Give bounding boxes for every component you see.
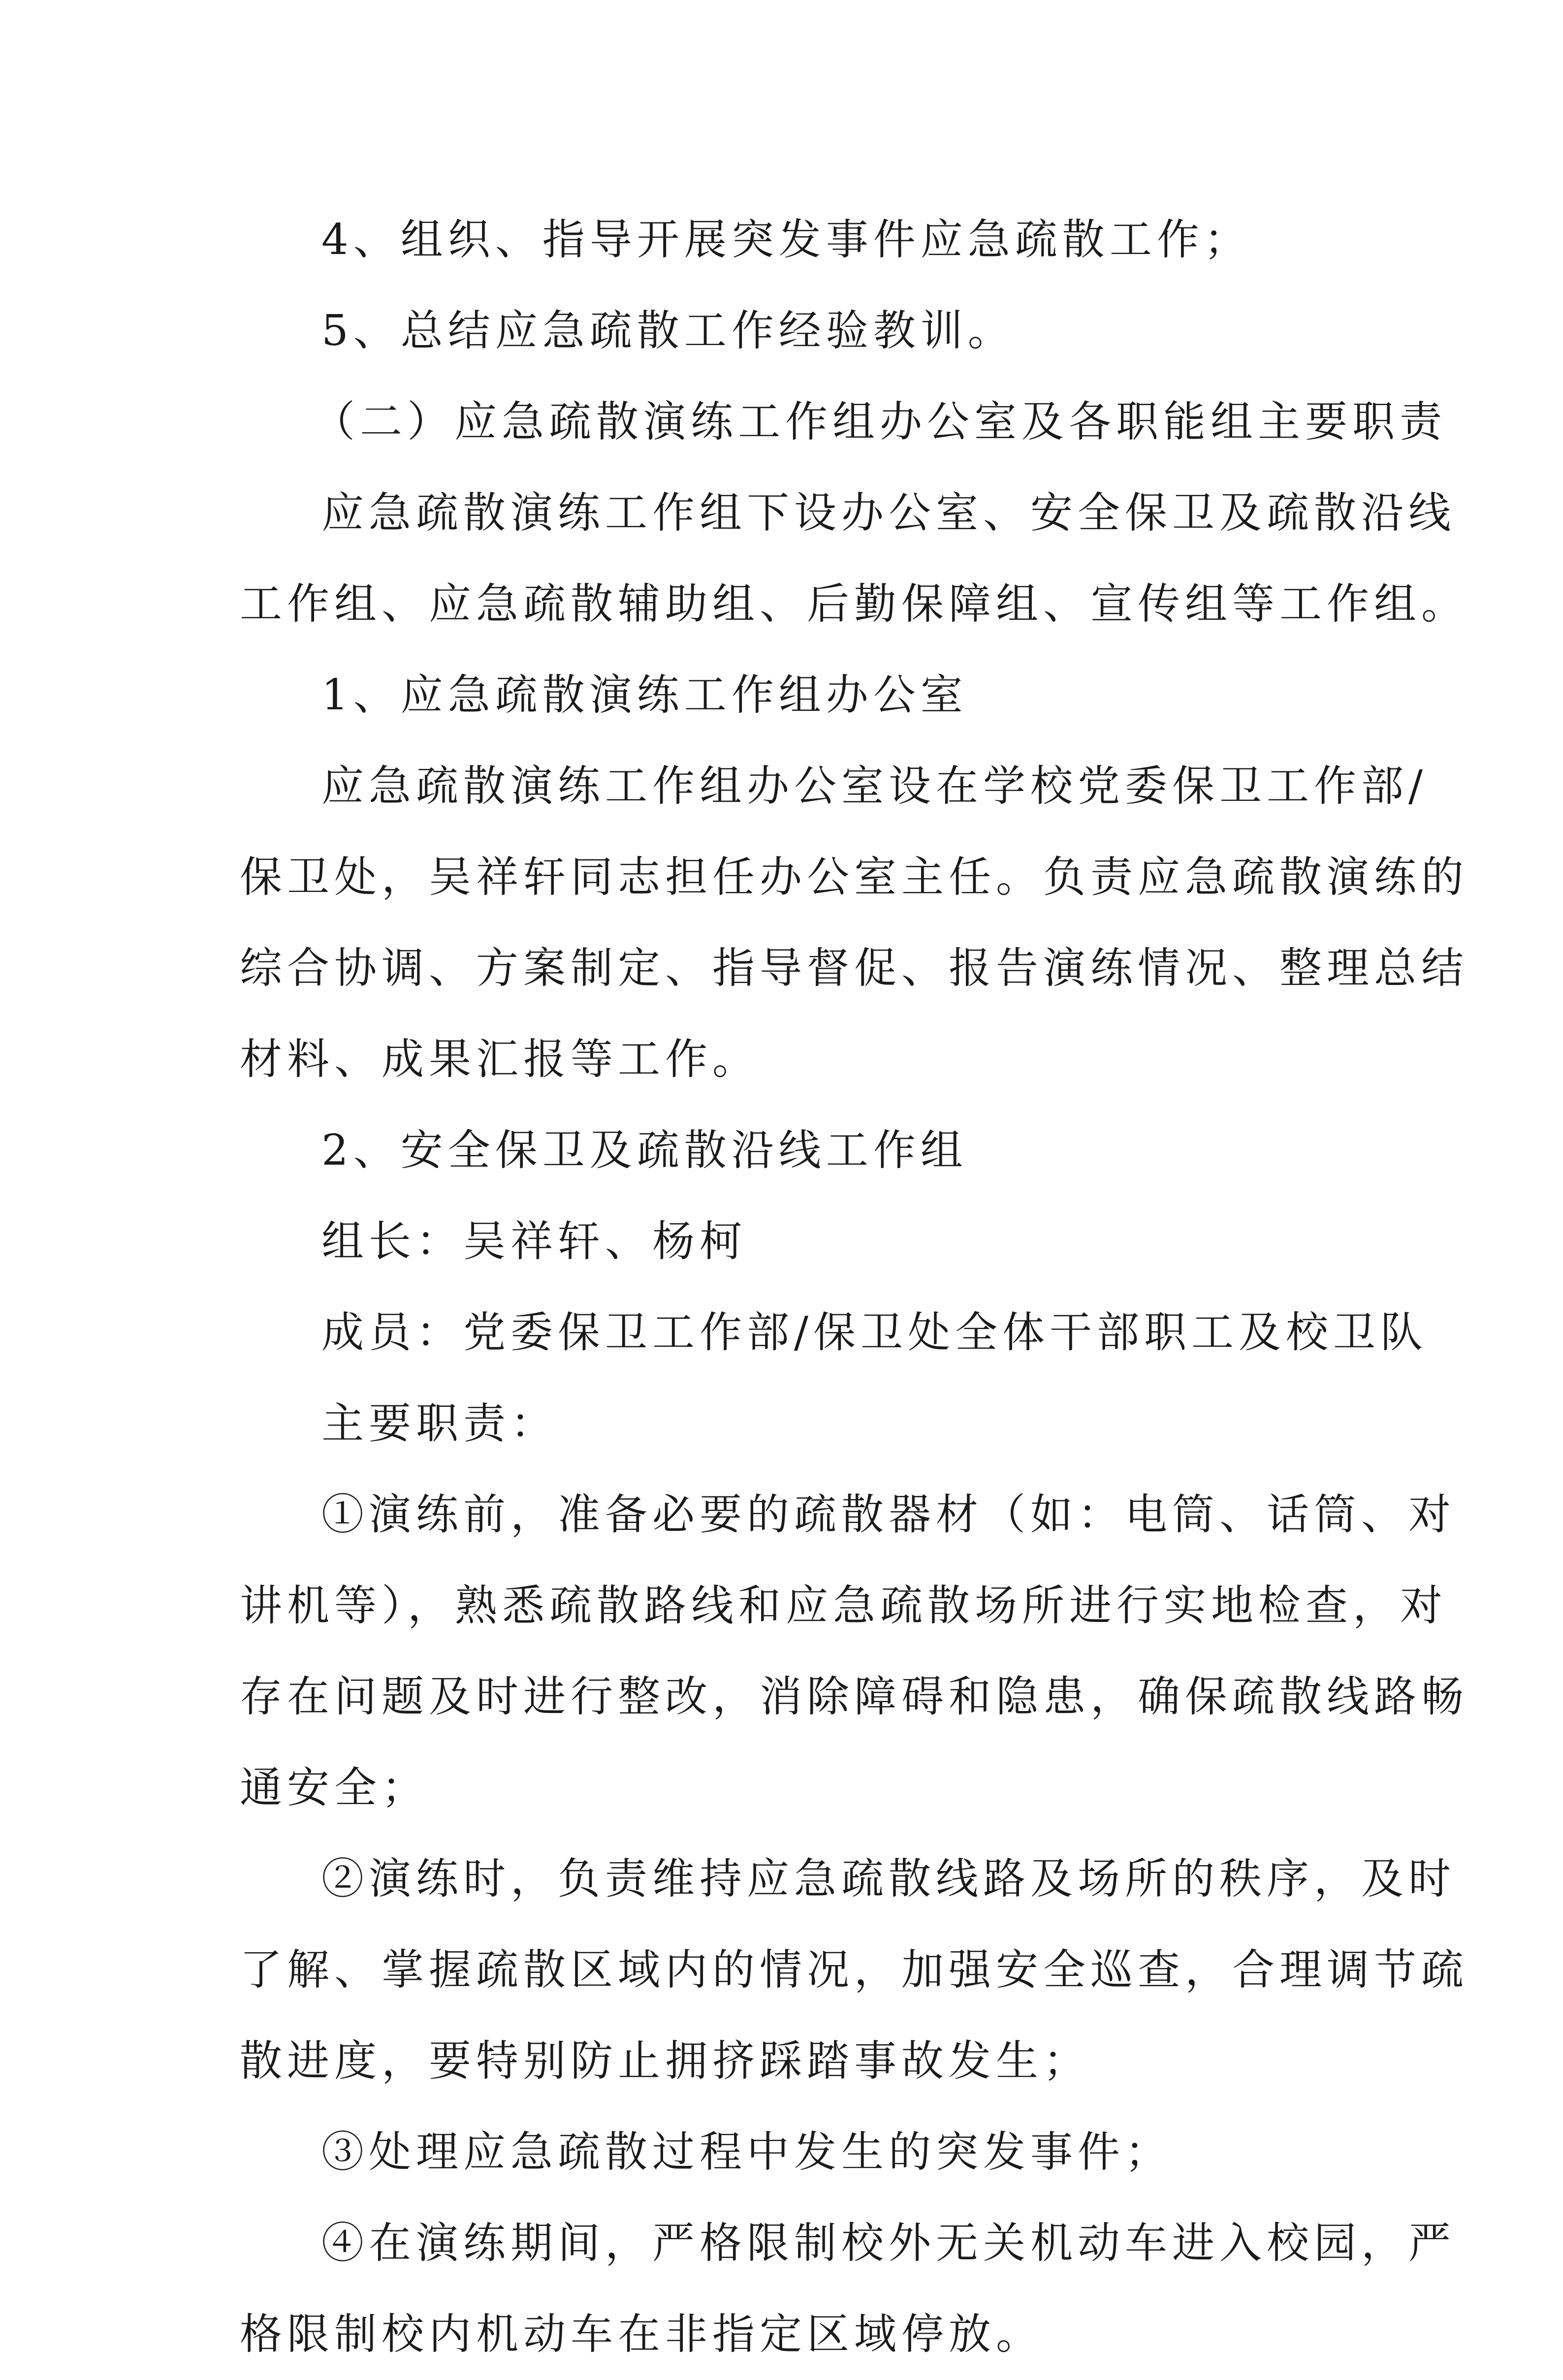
paragraph-line: 散进度，要特别防止拥挤踩踏事故发生； <box>240 2036 1090 2086</box>
paragraph-line: 材料、成果汇报等工作。 <box>240 1035 760 1084</box>
paragraph-line: 主要职责： <box>321 1399 558 1448</box>
paragraph-line: 组长：吴祥轩、杨柯 <box>321 1217 747 1266</box>
paragraph-line: 应急疏散演练工作组下设办公室、安全保卫及疏散沿线 <box>321 488 1456 538</box>
paragraph-line: ④在演练期间，严格限制校外无关机动车进入校园，严 <box>321 2219 1456 2268</box>
paragraph-line: ③处理应急疏散过程中发生的突发事件； <box>321 2127 1172 2177</box>
section-heading: （二）应急疏散演练工作组办公室及各职能组主要职责 <box>313 397 1447 446</box>
document-body <box>240 194 1468 2380</box>
paragraph-line: 4、组织、指导开展突发事件应急疏散工作； <box>321 215 1251 264</box>
paragraph-line: 应急疏散演练工作组办公室设在学校党委保卫工作部/ <box>321 762 1428 811</box>
paragraph-line: 5、总结应急疏散工作经验教训。 <box>321 306 1015 355</box>
paragraph-line: 成员：党委保卫工作部/保卫处全体干部职工及校卫队 <box>321 1308 1428 1357</box>
paragraph-line: 讲机等），熟悉疏散路线和应急疏散场所进行实地检查，对 <box>240 1581 1447 1630</box>
paragraph-line: 格限制校内机动车在非指定区域停放。 <box>240 2310 1043 2359</box>
paragraph-line: ①演练前，准备必要的疏散器材（如：电筒、话筒、对 <box>321 1490 1456 1539</box>
subsection-heading: 1、应急疏散演练工作组办公室 <box>321 670 968 720</box>
paragraph-line: ②演练时，负责维持应急疏散线路及场所的秩序，及时 <box>321 1854 1456 1904</box>
paragraph-line: 了解、掌握疏散区域内的情况，加强安全巡查，合理调节疏 <box>240 1945 1468 1995</box>
paragraph-line: 保卫处，吴祥轩同志担任办公室主任。负责应急疏散演练的 <box>240 853 1468 902</box>
paragraph-line: 工作组、应急疏散辅助组、后勤保障组、宣传组等工作组。 <box>240 579 1468 629</box>
paragraph-line: 存在问题及时进行整改，消除障碍和隐患，确保疏散线路畅 <box>240 1672 1468 1721</box>
paragraph-line: 通安全； <box>240 1763 429 1812</box>
paragraph-line: 综合协调、方案制定、指导督促、报告演练情况、整理总结 <box>240 944 1468 993</box>
subsection-heading: 2、安全保卫及疏散沿线工作组 <box>321 1126 968 1175</box>
